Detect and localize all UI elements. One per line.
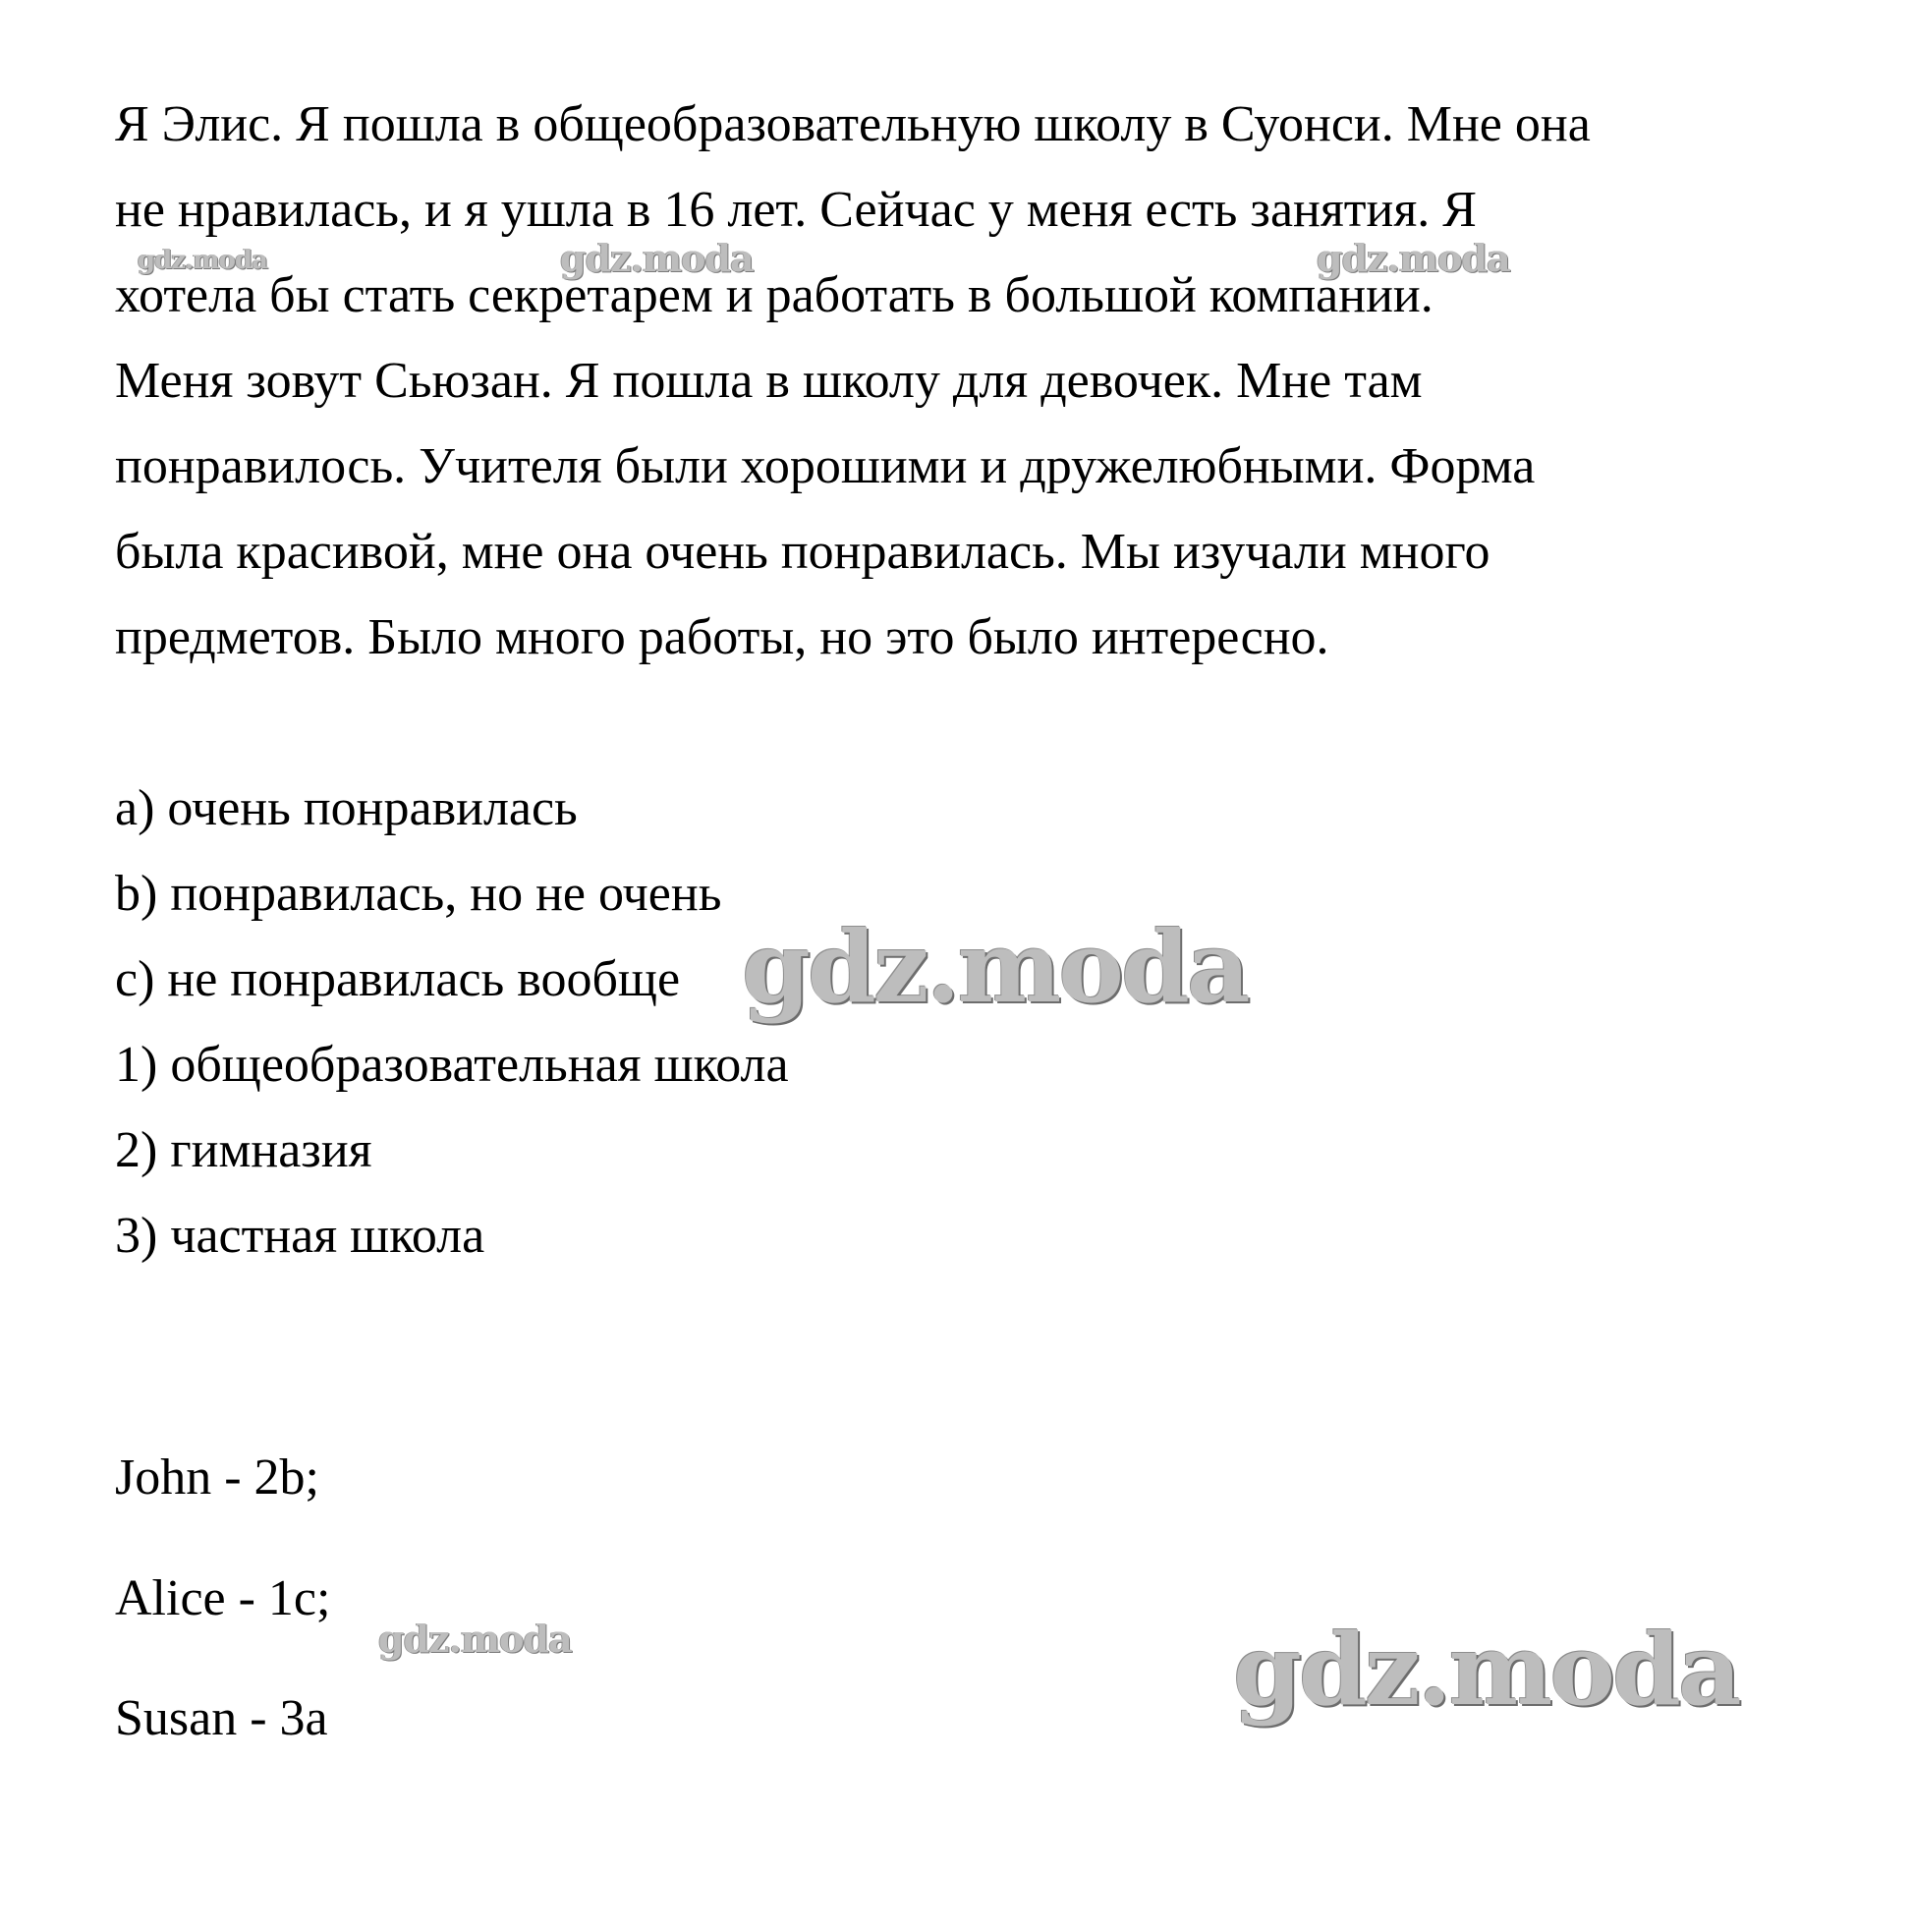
- susan-paragraph-line-1: Меня зовут Сьюзан. Я пошла в школу для девочек. Мне там: [115, 353, 1423, 409]
- alice-paragraph-line-2: не нравилась, и я ушла в 16 лет. Сейчас у меня есть занятия. Я: [115, 182, 1477, 238]
- watermark-logo: gdz.moda: [1233, 1612, 1739, 1728]
- watermark-logo: gdz.moda: [378, 1617, 572, 1661]
- option-b: b) понравилась, но не очень: [115, 866, 722, 922]
- answer-john: John - 2b;: [115, 1449, 319, 1506]
- option-2: 2) гимназия: [115, 1122, 372, 1178]
- alice-paragraph-line-3: хотела бы стать секретарем и работать в большой компании.: [115, 267, 1433, 323]
- watermark-logo: gdz.moda: [742, 909, 1248, 1025]
- susan-paragraph-line-4: предметов. Было много работы, но это было интересно.: [115, 609, 1329, 665]
- option-a: a) очень понравилась: [115, 780, 578, 836]
- answer-alice: Alice - 1c;: [115, 1570, 331, 1626]
- watermark-logo: gdz.moda: [138, 246, 268, 275]
- susan-paragraph-line-3: была красивой, мне она очень понравилась. Мы изучали много: [115, 524, 1490, 580]
- watermark-logo: gdz.moda: [1317, 236, 1510, 280]
- option-3: 3) частная школа: [115, 1208, 485, 1264]
- watermark-logo: gdz.moda: [560, 236, 754, 280]
- option-1: 1) общеобразовательная школа: [115, 1037, 789, 1093]
- susan-paragraph-line-2: понравилось. Учителя были хорошими и дружелюбными. Форма: [115, 438, 1536, 494]
- alice-paragraph-line-1: Я Элис. Я пошла в общеобразовательную школу в Суонси. Мне она: [115, 96, 1591, 152]
- answer-susan: Susan - 3a: [115, 1690, 328, 1746]
- option-c: c) не понравилась вообще: [115, 951, 681, 1007]
